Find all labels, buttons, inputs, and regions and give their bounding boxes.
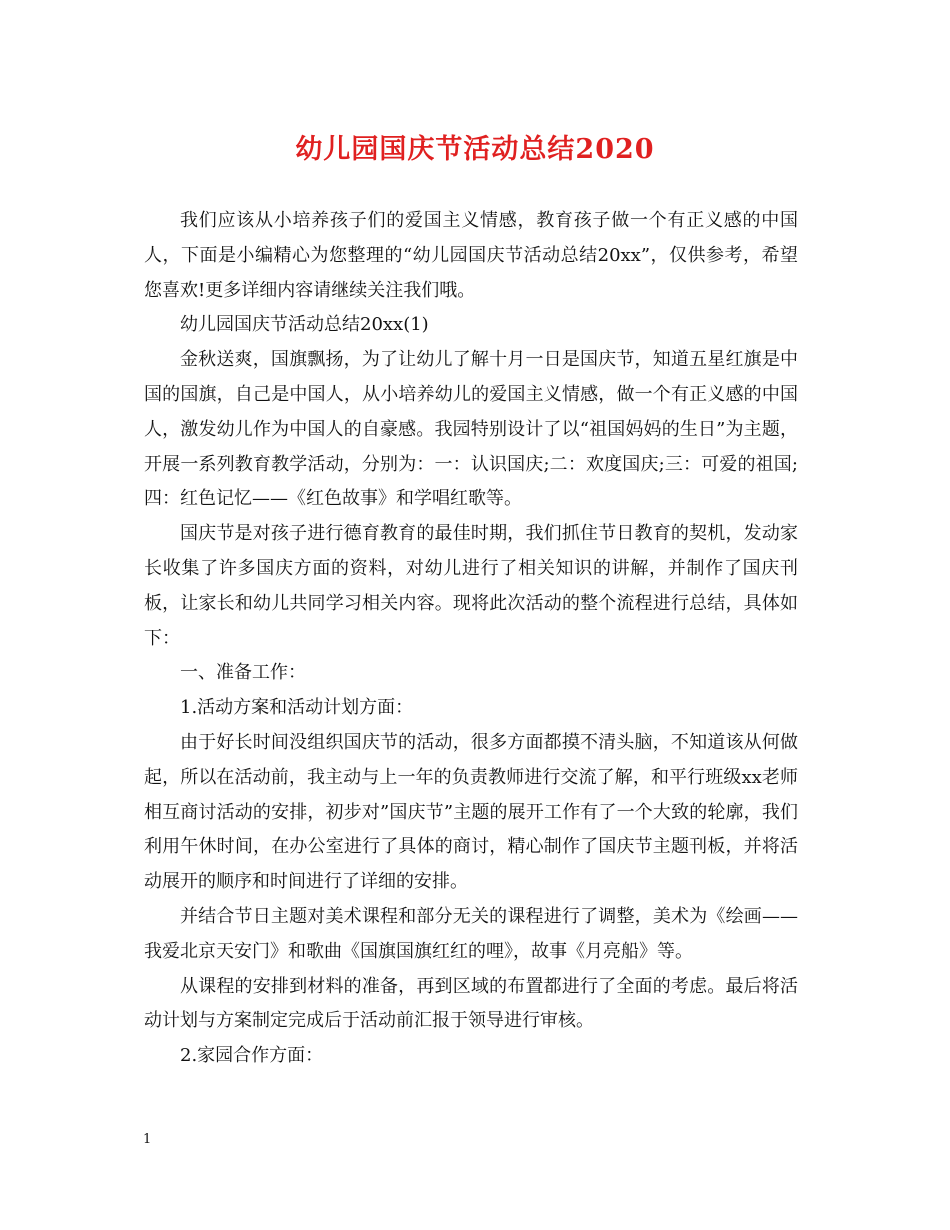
subsection-heading: 2.家园合作方面： <box>180 1045 324 1067</box>
body-paragraph: 金秋送爽，国旗飘扬，为了让幼儿了解十月一日是国庆节，知道五星红旗是中国的国旗，自己是中国人，从小培养幼儿的爱国主义情感，做一个有正义感的中国人，激发幼儿作为中国人的自豪感。我园特别设计了以“祖国妈妈的生日”为主题，开展一系列教育教学活动，分别为：一：认识国庆;二：欢度国庆;三：可爱的祖国;四：红色记忆——《红色故事》和学唱红歌等。 <box>144 349 798 510</box>
page-number: 1 <box>143 1132 152 1147</box>
section-heading: 幼儿园国庆节活动总结20xx(1) <box>180 314 429 336</box>
subsection-heading: 一、准备工作： <box>180 662 306 684</box>
subsection-heading: 1.活动方案和活动计划方面： <box>180 697 414 719</box>
document-title: 幼儿园国庆节活动总结2020 <box>295 134 655 165</box>
document-body <box>144 204 798 1074</box>
body-paragraph: 由于好长时间没组织国庆节的活动，很多方面都摸不清头脑，不知道该从何做起，所以在活动前，我主动与上一年的负责教师进行交流了解，和平行班级xx老师相互商讨活动的安排，初步对”国庆节”主题的展开工作有了一个大致的轮廓，我们利用午休时间，在办公室进行了具体的商讨，精心制作了国庆节主题刊板，并将活动展开的顺序和时间进行了详细的安排。 <box>144 731 798 893</box>
intro-paragraph: 我们应该从小培养孩子们的爱国主义情感，教育孩子做一个有正义感的中国人，下面是小编精心为您整理的“幼儿园国庆节活动总结20xx”，仅供参考，希望您喜欢!更多详细内容请继续关注我们哦。 <box>144 210 798 301</box>
body-paragraph: 国庆节是对孩子进行德育教育的最佳时期，我们抓住节日教育的契机，发动家长收集了许多国庆方面的资料，对幼儿进行了相关知识的讲解，并制作了国庆刊板，让家长和幼儿共同学习相关内容。现将此次活动的整个流程进行总结，具体如下： <box>144 523 798 649</box>
body-paragraph: 并结合节日主题对美术课程和部分无关的课程进行了调整，美术为《绘画——我爱北京天安门》和歌曲《国旗国旗红红的哩》，故事《月亮船》等。 <box>144 905 798 962</box>
body-paragraph: 从课程的安排到材料的准备，再到区域的布置都进行了全面的考虑。最后将活动计划与方案制定完成后于活动前汇报于领导进行审核。 <box>144 975 798 1032</box>
